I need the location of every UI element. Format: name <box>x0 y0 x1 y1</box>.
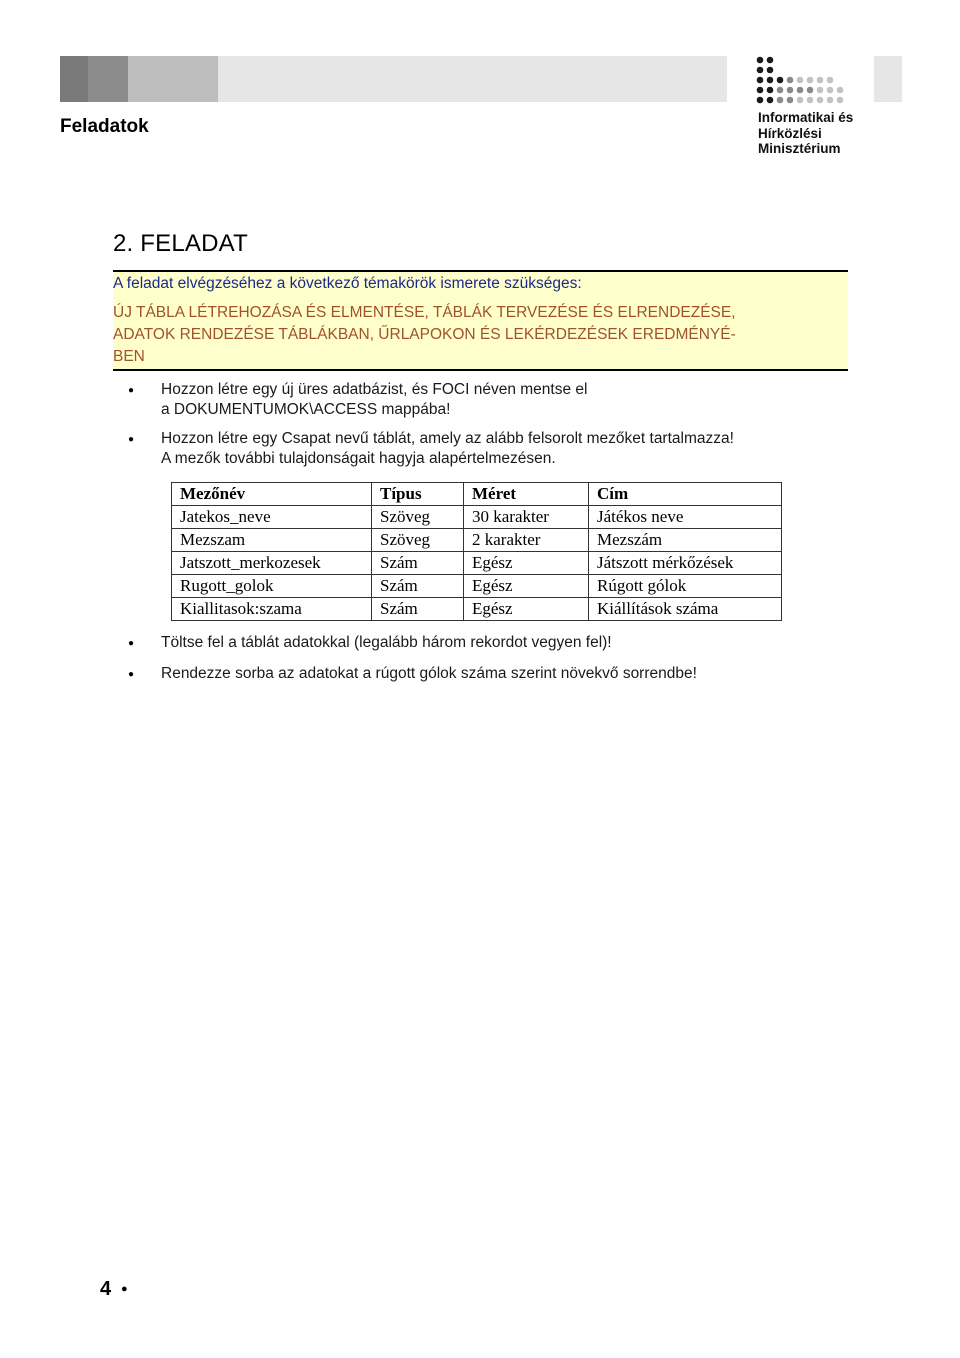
header-band-segment-mid <box>128 56 218 102</box>
instruction-line: A mezők további tulajdonságait hagyja alapértelmezésen. <box>161 450 556 467</box>
table-cell: Egész <box>464 552 589 575</box>
page-number: 4 <box>100 1278 112 1300</box>
instruction-line: Hozzon létre egy Csapat nevű táblát, amely az alább felsorolt mezőket tartalmazza! <box>161 430 734 447</box>
prerequisites-topic-line: ADATOK RENDEZÉSE TÁBLÁKBAN, ŰRLAPOKON ÉS LEKÉRDEZÉSEK EREDMÉNYÉ- <box>113 326 736 343</box>
ministry-name-line: Hírközlési <box>758 125 822 141</box>
table-header-cell: Típus <box>372 483 464 506</box>
bullet-icon: ● <box>128 638 135 649</box>
table-cell: 2 karakter <box>464 529 589 552</box>
ministry-name-line: Informatikai és <box>758 110 854 125</box>
instruction-item: Rendezze sorba az adatokat a rúgott gólok száma szerint növekvő sorrendbe! <box>161 665 697 682</box>
ministry-name-line: Minisztérium <box>758 141 841 156</box>
prerequisites-topic-line: BEN <box>113 348 145 365</box>
table-row <box>172 506 782 529</box>
section-title: Feladatok <box>60 116 149 137</box>
ministry-name <box>758 110 853 157</box>
instruction-line: Hozzon létre egy új üres adatbázist, és FOCI néven mentse el <box>161 381 588 398</box>
table-row <box>172 529 782 552</box>
table-cell: Egész <box>464 575 589 598</box>
bullet-icon: ● <box>128 434 135 445</box>
table-header-cell: Mezőnév <box>172 483 372 506</box>
instruction-item: Töltse fel a táblát adatokkal (legalább három rekordot vegyen fel)! <box>161 634 612 651</box>
table-row <box>172 598 782 621</box>
table-cell: Szám <box>372 598 464 621</box>
header-band-segment-mid-dark <box>88 56 128 102</box>
prerequisites-intro: A feladat elvégzéséhez a következő témakörök ismerete szükséges: <box>113 275 582 292</box>
table-cell: Szöveg <box>372 529 464 552</box>
table-cell: Mezszám <box>589 529 782 552</box>
instruction-item <box>161 429 734 469</box>
header-band-right-block <box>874 56 902 102</box>
header-band-segment-light <box>218 56 727 102</box>
task-title: 2. FELADAT <box>113 230 248 257</box>
table-row <box>172 575 782 598</box>
table-header-cell: Cím <box>589 483 782 506</box>
table-cell: Játékos neve <box>589 506 782 529</box>
table-cell: Kiallitasok:szama <box>172 598 372 621</box>
table-cell: Jatszott_merkozesek <box>172 552 372 575</box>
bullet-icon: ● <box>128 385 135 396</box>
table-cell: Szám <box>372 552 464 575</box>
bullet-icon: ● <box>128 669 135 680</box>
header-band-segment-dark <box>60 56 88 102</box>
table-cell: Szám <box>372 575 464 598</box>
table-cell: Játszott mérkőzések <box>589 552 782 575</box>
table-cell: Egész <box>464 598 589 621</box>
table-header-row <box>172 483 782 506</box>
table-header-cell: Méret <box>464 483 589 506</box>
ministry-logo-icon <box>756 56 851 104</box>
prerequisites-topics <box>113 302 848 368</box>
page-bullet-icon: ● <box>121 1283 128 1295</box>
table-cell: Mezszam <box>172 529 372 552</box>
table-cell: Rúgott gólok <box>589 575 782 598</box>
table-row <box>172 552 782 575</box>
table-cell: 30 karakter <box>464 506 589 529</box>
instruction-line: a DOKUMENTUMOK\ACCESS mappába! <box>161 401 451 418</box>
table-cell: Kiállítások száma <box>589 598 782 621</box>
instruction-item <box>161 380 587 420</box>
field-table <box>171 482 782 621</box>
table-cell: Szöveg <box>372 506 464 529</box>
table-cell: Jatekos_neve <box>172 506 372 529</box>
prerequisites-topic-line: ÚJ TÁBLA LÉTREHOZÁSA ÉS ELMENTÉSE, TÁBLÁK TERVEZÉSE ÉS ELRENDEZÉSE, <box>113 304 736 321</box>
table-cell: Rugott_golok <box>172 575 372 598</box>
